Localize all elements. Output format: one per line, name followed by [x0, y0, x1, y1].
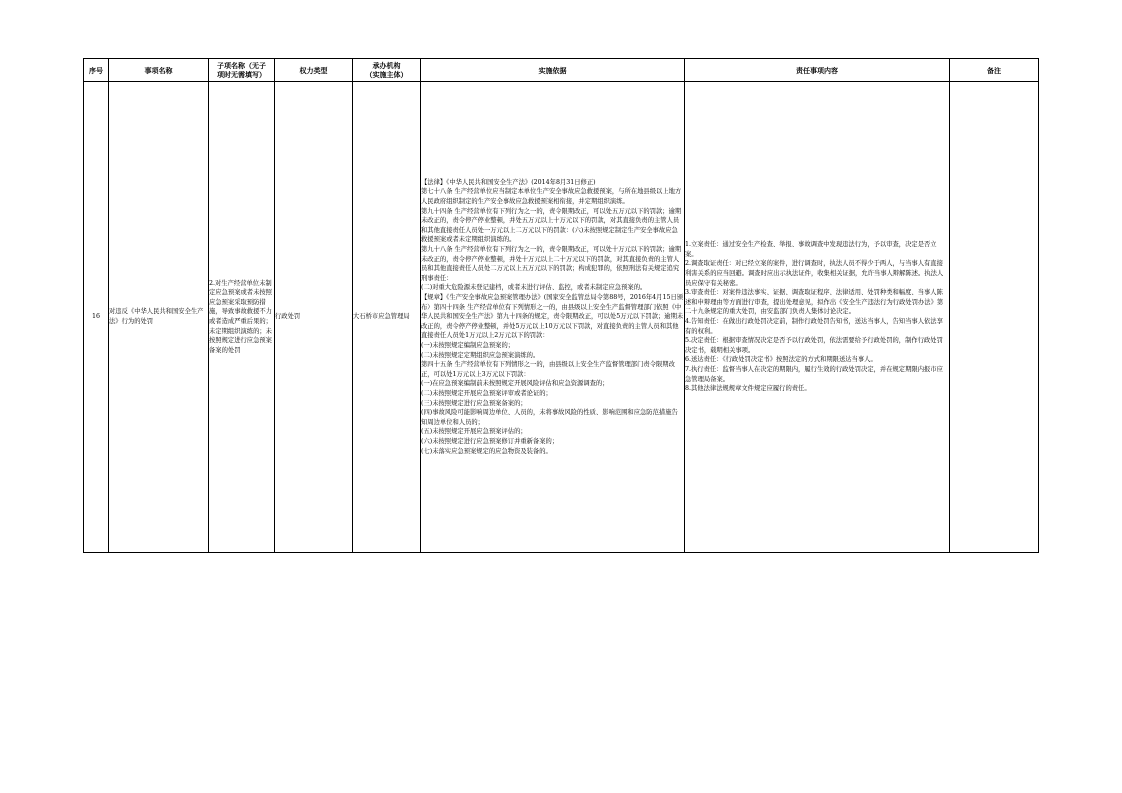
responsibility-line: 8.其他法律法规规章文件规定应履行的责任。 [685, 385, 811, 393]
header-sub-item-line-2: 项时无需填写） [217, 70, 266, 79]
header-basis: 实施依据 [421, 59, 685, 82]
table-row [84, 82, 1039, 553]
basis-line: (二)未按照规定开展应急预案评审或者论证的； [421, 389, 552, 397]
basis-line: 第九十四条 生产经营单位有下列行为之一的，责令限期改正，可以处五万元以下的罚款；逾期未改正的，责令停产停业整顿，并处五万元以上十万元以下的罚款，对其直接负责的主管人员和其他直接责任人员处一万元以上二万元以下的罚款：(六)未按照规定制定生产安全事故应急救援预案或者未定期组织演练的。 [421, 207, 682, 244]
header-agency-line-1: 承办机构 [372, 61, 401, 70]
header-agency-line-2: （实施主体） [365, 70, 408, 79]
header-seq: 序号 [84, 59, 109, 82]
basis-line: (二)对重大危险源未登记建档，或者未进行评估、监控，或者未制定应急预案的。 [421, 284, 647, 292]
responsibility-line: 2.调查取证责任：对已经立案的案件，进行调查时，执法人员不得少于两人，与当事人有直接利害关系的应当回避。调查时应出示执法证件，收集相关证据，允许当事人辩解陈述。执法人员应保守有关秘密。 [685, 260, 944, 287]
basis-line: (二)未按照规定定期组织应急预案演练的。 [421, 351, 540, 359]
header-sub-item [209, 59, 275, 82]
responsibility-table [83, 58, 1039, 553]
basis-line: (三)未按照规定进行应急预案备案的； [421, 399, 527, 407]
basis-line: 第九十八条 生产经营单位有下列行为之一的，责令限期改正，可以处十万元以下的罚款；逾期未改正的，责令停产停业整顿，并处十万元以上二十万元以下的罚款，对其直接负责的主管人员和其他直接责任人员处二万元以上五万元以下的罚款；构成犯罪的，依照刑法有关规定追究刑事责任： [421, 246, 682, 282]
cell-basis [421, 82, 685, 553]
cell-item-name: 对违反《中华人民共和国安全生产法》行为的处罚 [109, 82, 209, 553]
basis-line: 第四十五条 生产经营单位有下列情形之一的，由县级以上安全生产监督管理部门责令限期改正，可以处1万元以上3万元以下罚款： [421, 361, 675, 378]
header-responsibility: 责任事项内容 [685, 59, 950, 82]
basis-line: (四)事故风险可能影响周边单位、人员的，未将事故风险的性质、影响范围和应急防范措施告知周边单位和人员的； [421, 409, 678, 426]
header-row [84, 59, 1039, 82]
basis-line: (一)未按照规定编制应急预案的； [421, 341, 515, 349]
basis-line: (六)未按照规定进行应急预案修订并重新备案的； [421, 437, 559, 445]
header-sub-item-line-1: 子项名称（无子 [217, 61, 266, 70]
cell-remarks [950, 82, 1039, 553]
basis-line: 【规章】《生产安全事故应急预案管理办法》(国家安全监管总局令第88号，2016年4月15日颁布）第四十四条 生产经营单位有下列情形之一的，由县级以上安全生产监督管理部门依照《中华人民共和国安全生产法》第九十四条的规定，责令限期改正，可以处5万元以下罚款；逾期未改正的，责令停产停业整顿，并处5万元以上10万元以下罚款，对直接负责的主管人员和其他直接责任人员处1万元以上2万元以下的罚款： [421, 294, 684, 340]
responsibility-line: 7.执行责任：监督当事人在决定的期限内，履行生效的行政处罚决定，并在规定期限内报市应急管理局备案。 [685, 365, 943, 383]
basis-line: (五)未按照规定开展应急预案评估的； [421, 428, 527, 436]
responsibility-line: 3.审查责任：对案件违法事实、证据、调查取证程序、法律适用、处罚种类和幅度、当事人陈述和申辩理由等方面进行审查，提出处理意见，拟作出《安全生产违法行为行政处罚办法》第二十九条规定的重大处罚，由安监部门负责人集体讨论决定。 [685, 289, 944, 316]
header-agency [353, 59, 421, 82]
header-item-name: 事项名称 [109, 59, 209, 82]
basis-line: 【法律】《中华人民共和国安全生产法》(2014年8月31日修正) [421, 178, 596, 186]
header-remarks: 备注 [950, 59, 1039, 82]
cell-power-type: 行政处罚 [275, 82, 353, 553]
responsibility-line: 4.告知责任：在做出行政处罚决定前，制作行政处罚告知书，送达当事人，告知当事人依法享有的权利。 [685, 318, 943, 335]
header-power-type: 权力类型 [275, 59, 353, 82]
cell-seq: 16 [84, 82, 109, 553]
basis-line: (一)在应急预案编制前未按照规定开展风险评估和应急资源调查的； [421, 380, 609, 388]
responsibility-line: 1.立案责任：通过安全生产检查、举报、事故调查中发现违法行为，予以审查，决定是否立案。 [685, 241, 937, 258]
responsibility-line: 6.送达责任：《行政处罚决定书》按照法定的方式和期限送达当事人。 [685, 356, 877, 364]
cell-agency: 大石桥市应急管理局 [353, 82, 421, 553]
basis-line: 第七十八条 生产经营单位应当制定本单位生产安全事故应急救援预案，与所在地县级以上地方人民政府组织制定的生产安全事故应急救援预案相衔接，并定期组织演练。 [421, 188, 682, 206]
responsibility-line: 5.决定责任：根据审查情况决定是否予以行政处罚，依法需要给予行政处罚的，制作行政处罚决定书，载明相关事项。 [685, 337, 943, 354]
cell-sub-item: 2.对生产经营单位未制定应急预案或者未按照应急预案采取预防措施，导致事故救援不力或者造成严重后果的；未定期组织演练的；未按照规定进行应急预案备案的处罚 [209, 82, 275, 553]
basis-line: (七)未落实应急预案规定的应急物资及装备的。 [421, 447, 552, 455]
cell-responsibility [685, 82, 950, 553]
